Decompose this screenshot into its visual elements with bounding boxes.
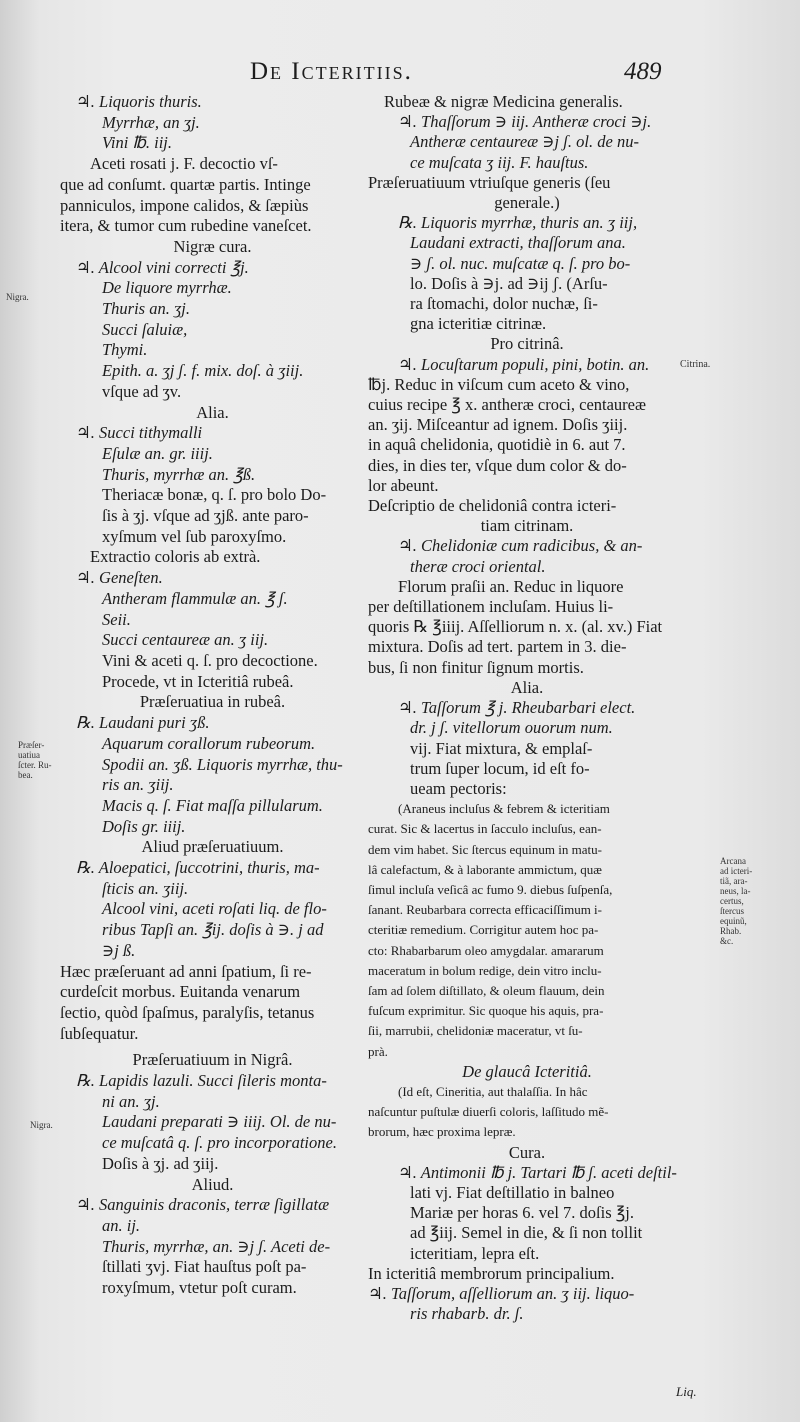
text-line: maceratum in bolum redige, dein vitro inclu- bbox=[368, 962, 602, 978]
text-line: curat. Sic & lacertus in ſacculo incluſus, ean- bbox=[368, 821, 602, 837]
text-line: dr. j ʃ. vitellorum ouorum num. bbox=[410, 718, 613, 738]
text-line: Laudani extracti, thaſſorum ana. bbox=[410, 233, 626, 253]
text-line: Epith. a. ʒj ʃ. f. mix. doſ. à ʒiij. bbox=[102, 361, 304, 381]
text-line: Pro citrinâ. bbox=[490, 334, 564, 354]
text-line: cuius recipe ℥ x. antheræ croci, centaureæ bbox=[368, 395, 646, 415]
text-line: Procede, vt in Icteritiâ rubeâ. bbox=[102, 671, 294, 691]
margin-note-nigra: Nigra. bbox=[6, 292, 29, 302]
text-line: ſis à ʒj. vſque ad ʒjß. ante paro- bbox=[102, 506, 309, 526]
text-line: ♃. Locuſtarum populi, pini, botin. an. bbox=[398, 354, 650, 374]
margin-note-line: ſcter. Ru- bbox=[18, 760, 52, 770]
text-line: mixtura. Doſis ad tert. partem in 3. die- bbox=[368, 637, 627, 657]
margin-note-line: Arcana bbox=[720, 856, 746, 866]
text-line: Thuris an. ʒj. bbox=[102, 299, 191, 319]
margin-note-line: ſtercus bbox=[720, 906, 744, 916]
catchword: Liq. bbox=[676, 1384, 697, 1399]
text-line: ℞. Laudani puri ʒß. bbox=[76, 713, 210, 733]
margin-note-line: uatiua bbox=[18, 750, 40, 760]
text-line: lati vj. Fiat deſtillatio in balneo bbox=[410, 1182, 615, 1202]
text-line: bus, ſi non finitur ſignum mortis. bbox=[368, 657, 584, 677]
text-line: lor abeunt. bbox=[368, 475, 439, 495]
text-line: Succi centaureæ an. ʒ iij. bbox=[102, 630, 269, 650]
text-line: Doſis gr. iiij. bbox=[102, 816, 186, 836]
margin-note-citrina: Citrina. bbox=[680, 359, 711, 370]
text-line: ♃. Antimonii ℔ j. Tartari ℔ ʃ. aceti deſtil- bbox=[398, 1162, 677, 1182]
margin-note-line: Rhab. bbox=[720, 926, 742, 936]
text-line: fuſcum exprimitur. Sic quoque his aquis, pra- bbox=[368, 1003, 604, 1019]
margin-note-line: ad icteri- bbox=[720, 866, 753, 876]
text-line: cteritiæ remedium. Corrigitur autem hoc pa- bbox=[368, 922, 599, 938]
text-line: ℞. Lapidis lazuli. Succi ſileris monta- bbox=[76, 1071, 327, 1091]
text-line: Præſeruatiuum in Nigrâ. bbox=[132, 1050, 293, 1070]
text-line: curdeſcit morbus. Euitanda venarum bbox=[60, 982, 301, 1002]
text-line: Thuris, myrrhæ, an. ∋j ʃ. Aceti de- bbox=[102, 1236, 331, 1256]
text-line: ♃. Liquoris thuris. bbox=[76, 92, 202, 111]
text-line: Alia. bbox=[510, 677, 544, 697]
text-line: (Id eſt, Cineritia, aut thalaſſia. In hâc bbox=[398, 1083, 588, 1099]
text-line: ris rhabarb. dr. ʃ. bbox=[410, 1304, 524, 1324]
text-line: Myrrhæ, an ʒj. bbox=[102, 112, 200, 132]
text-line: ſimul incluſa veſicâ ac fumo 9. diebus ſuſpenſa, bbox=[368, 881, 613, 897]
text-line: ce muſcatâ q. ſ. pro incorporatione. bbox=[102, 1133, 337, 1153]
text-line: ſanant. Reubarbara correcta efficaciſſimum i- bbox=[368, 902, 602, 918]
text-line: ♃. Sanguinis draconis, terræ ſigillatæ bbox=[76, 1195, 330, 1215]
text-line: Antheram flammulæ an. ℥ ʃ. bbox=[102, 588, 288, 608]
text-line: dies, in dies ter, vſque dum color & do- bbox=[368, 455, 627, 475]
text-line: lo. Doſis à ∋j. ad ∋ij ʃ. (Arſu- bbox=[410, 273, 608, 293]
text-line: ♃. Chelidoniæ cum radicibus, & an- bbox=[398, 536, 643, 556]
text-line: generale.) bbox=[494, 193, 560, 213]
right-text-column bbox=[368, 92, 686, 1324]
margin-note-arcana bbox=[720, 856, 752, 946]
text-line: ſtillati ʒvj. Fiat hauſtus poſt pa- bbox=[102, 1257, 307, 1277]
text-line: ni an. ʒj. bbox=[102, 1091, 160, 1111]
text-line: ♃. Alcool vini correcti ℥j. bbox=[76, 257, 249, 277]
page-header bbox=[0, 58, 800, 94]
text-line: Vini ℔. iij. bbox=[102, 133, 173, 153]
text-line: ℞. Liquoris myrrhæ, thuris an. ʒ iij, bbox=[398, 213, 638, 233]
text-line: ℞. Aloepatici, ſuccotrini, thuris, ma- bbox=[76, 858, 320, 878]
text-line: Succi ſaluiæ, bbox=[102, 319, 188, 339]
text-line: Cura. bbox=[508, 1142, 546, 1162]
text-line: Antheræ centaureæ ∋j ʃ. ol. de nu- bbox=[410, 132, 639, 152]
text-line: ueam pectoris: bbox=[410, 778, 507, 798]
text-line: an. ij. bbox=[102, 1215, 141, 1235]
text-line: quoris ℞ ℥iiij. Aſſelliorum n. x. (al. xv.) Fiat bbox=[368, 617, 663, 637]
text-line: Mariæ per horas 6. vel 7. doſis ℥j. bbox=[410, 1203, 634, 1223]
text-line: Thuris, myrrhæ an. ℥ß. bbox=[102, 464, 256, 484]
text-line: per deſtillationem incluſam. Huius li- bbox=[368, 597, 614, 617]
text-line: icteritiam, lepra eſt. bbox=[410, 1243, 540, 1263]
text-line: ♃. Thaſſorum ∋ iij. Antheræ croci ∋j. bbox=[398, 112, 652, 132]
text-line: theræ croci oriental. bbox=[410, 556, 546, 576]
text-line: Præſeruatiuum vtriuſque generis (ſeu bbox=[368, 172, 611, 192]
text-line: Macis q. ſ. Fiat maſſa pillularum. bbox=[102, 795, 323, 815]
text-line: vſque ad ʒv. bbox=[102, 381, 182, 401]
text-line: roxyſmum, vtetur poſt curam. bbox=[102, 1278, 297, 1298]
text-line: prà. bbox=[368, 1043, 388, 1059]
text-line: Thymi. bbox=[102, 340, 148, 360]
text-line: ad ℥iij. Semel in die, & ſi non tollit bbox=[410, 1223, 643, 1243]
text-line: gna icteritiæ citrinæ. bbox=[410, 314, 547, 334]
text-line: ris an. ʒiij. bbox=[102, 775, 174, 795]
text-line: ♃. Geneſten. bbox=[76, 568, 163, 588]
text-line: Florum praſii an. Reduc in liquore bbox=[398, 576, 624, 596]
margin-note-line: &c. bbox=[720, 936, 734, 946]
text-line: Aquarum corallorum rubeorum. bbox=[102, 733, 316, 753]
text-line: panniculos, impone calidos, & ſæpiùs bbox=[60, 195, 309, 215]
text-line: dem vim habet. Sic ſtercus equinum in matu- bbox=[368, 841, 602, 857]
text-line: ſubſequatur. bbox=[60, 1023, 139, 1043]
text-line: Deſcriptio de chelidoniâ contra icteri- bbox=[368, 496, 617, 516]
text-line: tiam citrinam. bbox=[480, 516, 574, 536]
text-line: Laudani preparati ∋ iiij. Ol. de nu- bbox=[102, 1112, 337, 1132]
text-line: Aceti rosati j. F. decoctio vſ- bbox=[90, 154, 278, 174]
text-line: ce muſcata ʒ iij. F. hauſtus. bbox=[410, 152, 589, 172]
text-line: Nigræ cura. bbox=[173, 236, 252, 256]
margin-note-line: certus, bbox=[720, 896, 744, 906]
text-line: Extractio coloris ab extrà. bbox=[90, 547, 261, 567]
text-line: Præſeruatiua in rubeâ. bbox=[139, 692, 286, 712]
margin-note-line: tiã, ara- bbox=[720, 876, 748, 886]
text-line: naſcuntur puſtulæ diuerſi coloris, laſſitudo mẽ- bbox=[368, 1104, 609, 1120]
text-line: Aliud. bbox=[191, 1174, 234, 1194]
text-line: ♃. Succi tithymalli bbox=[76, 423, 203, 443]
text-line: In icteritiâ membrorum principalium. bbox=[368, 1263, 615, 1283]
text-line: Hæc præſeruant ad anni ſpatium, ſi re- bbox=[60, 961, 312, 981]
text-line: xyſmum vel ſub paroxyſmo. bbox=[102, 526, 287, 546]
margin-note-nigra-bottom: Nigra. bbox=[30, 1120, 53, 1130]
text-line: Theriacæ bonæ, q. ſ. pro bolo Do- bbox=[102, 485, 327, 505]
text-line: cto: Rhabarbarum oleo amygdalar. amararum bbox=[368, 942, 604, 958]
text-line: vij. Fiat mixtura, & emplaſ- bbox=[410, 738, 593, 758]
text-line: Spodii an. ʒß. Liquoris myrrhæ, thu- bbox=[102, 754, 343, 774]
margin-note-line: neus, la- bbox=[720, 886, 751, 896]
text-line: De glaucâ Icteritiâ. bbox=[462, 1061, 592, 1081]
margin-note-line: Præſer- bbox=[18, 740, 45, 750]
margin-note-praeservativa bbox=[18, 740, 52, 780]
text-line: in aquâ chelidonia, quotidiè in 6. aut 7. bbox=[368, 435, 626, 455]
text-line: Aliud præſeruatiuum. bbox=[141, 837, 284, 857]
page-number: 489 bbox=[624, 58, 662, 85]
text-line: De liquore myrrhæ. bbox=[102, 278, 232, 298]
text-line: lâ calefactum, & à laborante ammictum, quæ bbox=[368, 861, 602, 877]
text-line: Eſulæ an. gr. iiij. bbox=[102, 443, 213, 463]
running-title: De Icteritiis. bbox=[250, 58, 413, 85]
text-line: ♃. Taſſorum ℥ j. Rheubarbari elect. bbox=[398, 698, 636, 718]
left-text-column bbox=[60, 92, 365, 1299]
text-line: que ad conſumt. quartæ partis. Intinge bbox=[60, 174, 311, 194]
text-line: ∋j ß. bbox=[102, 940, 136, 960]
margin-note-line: bea. bbox=[18, 770, 33, 780]
text-line: ℔j. Reduc in viſcum cum aceto & vino, bbox=[368, 374, 630, 394]
text-line: Alia. bbox=[196, 402, 229, 422]
text-line: Vini & aceti q. ſ. pro decoctione. bbox=[102, 650, 318, 670]
text-line: ſam ad ſolem diſtillato, & oleum flauum, dein bbox=[368, 982, 605, 998]
text-line: (Araneus incluſus & febrem & icteritiam bbox=[398, 801, 610, 817]
margin-note-line: equinũ, bbox=[720, 916, 747, 926]
text-line: an. ʒij. Miſceantur ad ignem. Doſis ʒiij. bbox=[368, 415, 628, 435]
text-line: ♃. Taſſorum, aſſelliorum an. ʒ iij. liquo- bbox=[368, 1283, 635, 1303]
text-line: Alcool vini, aceti roſati liq. de flo- bbox=[102, 899, 327, 919]
text-line: ſii, marrubii, chelidoniæ maceratur, vt ſu- bbox=[368, 1023, 583, 1039]
text-line: Seii. bbox=[102, 609, 131, 629]
text-line: ribus Tapſi an. ℥ij. doſis à ∋. j ad bbox=[102, 920, 324, 940]
text-line: itera, & tumor cum rubedine vaneſcet. bbox=[60, 216, 312, 236]
text-line: Rubeæ & nigræ Medicina generalis. bbox=[384, 92, 623, 111]
text-line: trum ſuper locum, id eſt fo- bbox=[410, 758, 590, 778]
text-line: Doſis à ʒj. ad ʒiij. bbox=[102, 1153, 219, 1173]
text-line: ſticis an. ʒiij. bbox=[102, 878, 189, 898]
text-line: brorum, hæc proxima lepræ. bbox=[368, 1124, 516, 1140]
text-line: ſectio, quòd ſpaſmus, paralyſis, tetanus bbox=[60, 1002, 315, 1022]
text-line: ∋ ʃ. ol. nuc. muſcatæ q. ſ. pro bo- bbox=[410, 253, 631, 273]
text-line: ra ſtomachi, dolor nuchæ, ſi- bbox=[410, 294, 598, 314]
